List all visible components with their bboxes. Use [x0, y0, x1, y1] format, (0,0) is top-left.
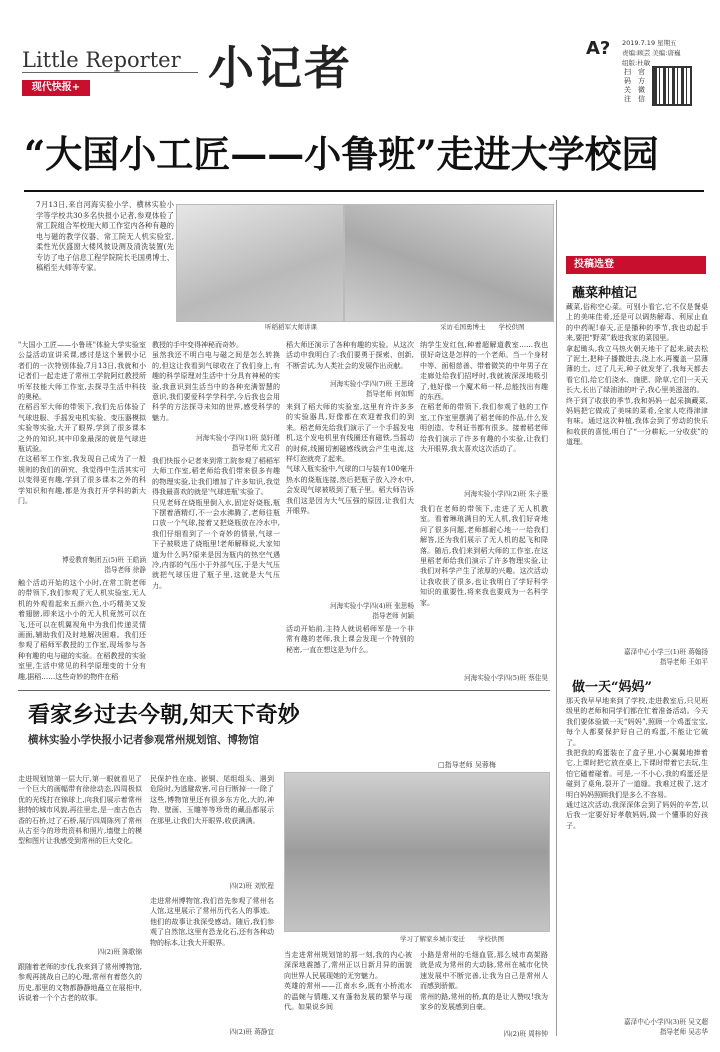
article-signature-4a: 河海实验小学四(2)班 朱子墨	[464, 490, 548, 498]
article-signature-3a: 河海实验小学四(7)班 王思琦 指导老师 何如辉	[330, 380, 414, 398]
article-col-2b: 我们快报小记者来到常工院参观了稻稻军大师工作室,稻老师给我们带来很多有趣的物理实验,让我们增加了许多知识,我觉得我最喜欢的就是'气球进瓶'实验了。 只见老师在烧瓶里倒入水,固定好烧瓶,瓶下摆着酒精灯,不一会水沸腾了,老师往瓶口放一个气球,接着又把烧瓶放在冷水中,我们仔细看到了一个奇妙的情景,气球一下子被吸进了烧瓶里!老师解释说,大家知道为什么吗?原来是因为瓶内的热空气遇冷,内部的气压小于外部气压,于是大气压就把气球压进了瓶子里,这就是大气压力。	[152, 457, 280, 590]
photo-interview	[344, 204, 554, 322]
sidebar-label-text: 投稿选登	[574, 259, 614, 270]
article-col-4: 纳学生发红包,种着超解道教室……我也很好奇这是怎样的一个老师。当一个身材中等、面相慈善、带着微笑的中年男子在走廊处给我们招呼时,我就被深深地吸引了,他好像一个魔术师一样,总能找出有趣的东西。 在稻老师的带领下,我们参观了他的工作室,工作室里摆满了稻老师的作品,什么发明创造、专利证书都有很多。接着稻老师给我们演示了许多有趣的小实验,让我们大开眼界,我太喜欢这次活动了。	[420, 341, 548, 454]
bottom-signature-2: 四(2)班 刘钦程	[229, 882, 274, 890]
qr-code-icon	[652, 66, 692, 106]
bottom-col-2b: 走进常州博物馆,我们首先参观了常州名人馆,这里展示了常州历代名人的事迹。他们的故事让我深受感动。随后,我们参观了自然馆,这里有恐龙化石,还有各种动物的标本,让我大开眼界。	[150, 897, 274, 947]
bottom-col-1b: 跟随着老师的步伐,我来到了常州博物馆,参观再挑战自己的心理,常州有着悠久的历史,那里的文物都静静地矗立在展柜中,诉说着一个个古老的故事。	[18, 963, 142, 1003]
sidebar-title-2: 做一天“妈妈”	[572, 680, 652, 695]
photo-interview-caption: 采访毛国勇博士 学校供图	[440, 323, 525, 331]
photo-museum	[284, 772, 550, 932]
article-signature-3b: 河海实验小学四(4)班 张思畅 指导老师 何颖	[330, 602, 414, 620]
logo: 现代快报+	[22, 80, 90, 96]
article-signature-2a: 河海实验小学四(1)班 莫轩瑾 指导老师 尤文君	[196, 434, 280, 452]
section-rule	[18, 690, 550, 691]
sidebar-body-1: 藏菜,俗称空心菜。可别小看它,它不仅是餐桌上的美味佳肴,还是可以调热解毒、利尿止血的中药呢!春天,正是播种的季节,我也动起手来,要把“野菜”栽进我家的菜园里。 拿起锄头,我立马热火朝天地干了起来,破去松了泥土,把种子播撒进去,浇上水,再覆盖一层薄薄的土。过了几天,种子就发芽了,我每天都去看它们,给它们浇水、施肥、除草,它们一天天长大,长出了绿油油的叶子,我心里美滋滋的。 终于到了收获的季节,我和妈妈一起采摘藏菜,妈妈把它做成了美味的菜肴,全家人吃得津津有味。通过这次种植,我体会到了劳动的快乐和收获的喜悦,明白了“一分耕耘,一分收获”的道理。	[566, 303, 708, 447]
bottom-signature-1: 四(2)班 陈歌锦	[97, 948, 142, 956]
article-col-4b: 我们在老师的带领下,走进了无人机教室。看着琳琅满目的无人机,我们好奇地问了很多问题,老师都耐心地一一给我们解答,还为我们展示了无人机的起飞和降落。随后,我们来到稻大师的工作室,在这里稻老师给我们演示了许多物理实验,让我们对科学产生了浓厚的兴趣。这次活动让我收获了很多,也让我明白了学好科学知识的重要性,将来我也要成为一名科学家。	[420, 505, 548, 607]
bottom-signature-2b: 四(2)班 蒋静宜	[229, 1028, 274, 1036]
scan-label: 扫 码 关 注	[624, 68, 631, 103]
guide-teacher: □指导老师 吴蓉梅	[438, 761, 496, 769]
sidebar-label	[566, 256, 706, 274]
article-col-1b: 触个活动开始的这个小时,在常工院老师的带领下,我们参观了无人机实验室,无人机的外观看起来五颜六色,小巧精美又发着翅膀,即来这小小的无人机竟然可以在飞,还可以在机翼视角中为我们传递灵情画面,辅助我们及时地解决困难。我们还参观了稻师军教授的工作室,现场参与各种有趣的电与磁的实验。在稻教授的实验室里,生活中常见的科学原理变的十分有趣,据稻……这些奇妙的物件在稻	[18, 579, 146, 681]
headline-rule	[24, 190, 704, 192]
intro-text: 7月13日,来自河海实验小学、横林实验小学等学校共30多名快报小记者,参观体验了常工院组合军校现大师工作室内各种有趣的电与磁的教学仪器、常工院无人机实验室,柔性光伏盛窗大楼风彼设测及清洗装置(先专访了电子信息工程学院院长毛国勇博士、稿稻至大师等专家。	[36, 200, 174, 272]
article-signature-1a: 博爱教育集团五(5)班 王皓涵 指导老师 徐静	[62, 556, 146, 574]
photo-lecture-caption: 听稻稻军大师讲课	[265, 323, 317, 331]
official-label: 官 方 微 信	[638, 68, 645, 103]
article-signature-4b: 河海实验小学四(5)班 蔡佳昊	[464, 674, 548, 682]
sidebar-signature-1: 嘉泽中心小学三(1)班 蒋翰扬 指导老师 王如平	[624, 648, 708, 666]
article-col-3b: 来到了稻大师的实验室,这里有许许多多的实验器具,好像都在欢迎着我们的到来。稻老师先给我们演示了一个手摇发电机,这个发电机里有线圈还有磁铁,当摇动的时候,线圈切割磁感线就会产生电流,这样灯泡就亮了起来。 气球入瓶实验中,气球的口与装有100毫升热水的烧瓶连接,然后把瓶子放入冷水中,会发现气球被吸到了瓶子里。稻大师告诉我们这是因为大气压强的原因,让我们大开眼界。	[286, 403, 414, 516]
sidebar-title-1: 蘸菜种植记	[572, 286, 638, 301]
subhead-second: 横林实验小学快报小记者参观常州规划馆、博物馆	[28, 734, 259, 746]
headline-second: 看家乡过去今朝,知天下奇妙	[28, 702, 300, 728]
sidebar-signature-2: 嘉泽中心小学四(3)班 吴文超 指导老师 吴志华	[624, 1018, 708, 1036]
page-mark: A?	[586, 38, 611, 59]
issue-date: 2019.7.19 星期五	[622, 39, 677, 47]
article-col-1: "大国小工匠——小鲁班"体验大学实验室公益活动宣讲采课,感讨是这个暑假小记者们的一次特别体验,7月13日,我就和小记者们一起走进了常州工学院阿红教授所听军技能大师工作室,去探寻生活中科技的奥秘。 在稻舀军大师的带领下,我们先后体验了气球进服、手摇发电机实验、变压器模拟实验等实验,大开了眼界,学到了很多课本之外的知识,其中印象最深的就是气球进瓶试验。 在这稻军工作室,我发现自己成为了一般规则的我们的研究、我觉得中生活其实可以变得更有趣,学到了很多课本之外的科学知识和有趣,都是为我打开学科的新大门。	[18, 341, 146, 506]
bottom-col-3: 当走进常州规划馆的那一刻,我的内心被深深地震撼了,常州正以日新月异的面貌向世界人民展现她的无穷魅力。 英雄的常州——江南水乡,既有小桥流水的温婉与情趣,又有蓬勃发展的繁华与现代。如果说乡间	[284, 951, 412, 1012]
bottom-signature-4: 四(2)班 周梓钟	[503, 1030, 548, 1038]
sidebar-body-2: 那天我早早地来到了学校,走进教室后,只见班级里的老师和同学们都在忙着准备活动。今天我们要体验做一天“妈妈”,照顾一个鸡蛋宝宝,每个人都要保护好自己的鸡蛋,不能让它破了。 我把我的鸡蛋装在了盒子里,小心翼翼地捧着它,上课时把它放在桌上,下课时带着它去玩,生怕它磕着碰着。可是,一不小心,我的鸡蛋还是碰到了桌角,裂开了一道缝。我难过极了,这才明白妈妈照顾我们是多么不容易。 通过这次活动,我深深体会到了妈妈的辛苦,以后我一定要好好孝敬妈妈,做一个懂事的好孩子。	[566, 697, 708, 830]
bottom-col-4: 小路是常州的毛细血管,那么城市高架路就是成为常州的大动脉,常州在城市化快速发展中不断完善,让我为自己是常州人而感到骄傲。 常州的路,常州的桥,真的是让人赞叹!我为家乡的发展感到自豪。	[420, 951, 548, 1012]
editor-line: 责编:顾芸 美编:唐巍	[622, 49, 681, 57]
photo-lecture	[176, 204, 344, 322]
brand-en: Little Reporter	[22, 48, 181, 72]
proof-line: 组版:杜敏	[622, 59, 651, 67]
article-col-3c: 活动开始前,主持人就说稻师军是一个非常有趣的老师,我上课会发现一个特别的秘密,一直在想这是为什么。	[286, 625, 414, 654]
brand-cn: 小记者	[208, 41, 352, 95]
sidebar-divider	[556, 200, 557, 1036]
masthead-divider	[22, 72, 198, 73]
bottom-col-1: 走进规划馆第一层大厅,第一眼就看见了一个巨大的画幅带有徐徐动态,四周极似优的光线打在锦球上,向我们展示着常州独特的城市风貌,再往里走,是一座古色古香的石桥,过了石桥,展厅四周陈列了常州从古至今的珍贵资料和照片,墙壁上的模型和图片让我感受到常州的巨大变化。	[18, 775, 142, 846]
headline-main: “大国小工匠——小鲁班”走进大学校园	[24, 132, 659, 176]
article-col-2: 教授的手中变得神秘而奇妙。 虽然我还不明白电与磁之间是怎么转换的,但这让我看到气球收在了我们身上,有趣的科学原理对生活中十分具有神秘的实验,我意识到生活当中的各种充满智慧的意识,我们要爱科学学科学,今后我也会用科学的方法探寻未知的世界,感受科学的魅力。	[152, 341, 280, 422]
bottom-col-2: 民保护性在座、嵌铜、尾组组头、遇到危险时,为逃避敌害,可自行断掉一一除了这些,博物馆里还有很多东方化,大的,神物、壁画、玉雕等等珍贵的藏品都展示在那里,让我们大开眼界,收获满满。	[150, 775, 274, 825]
photo-museum-caption: 学习了解家乡城市变迁 学校供图	[400, 935, 504, 943]
article-col-3: 稻大师还演示了各种有趣的实验。从这次活动中我明白了:我们要勇于探索、创新,不断尝试,为人类社会的发展作出贡献。	[286, 341, 414, 370]
